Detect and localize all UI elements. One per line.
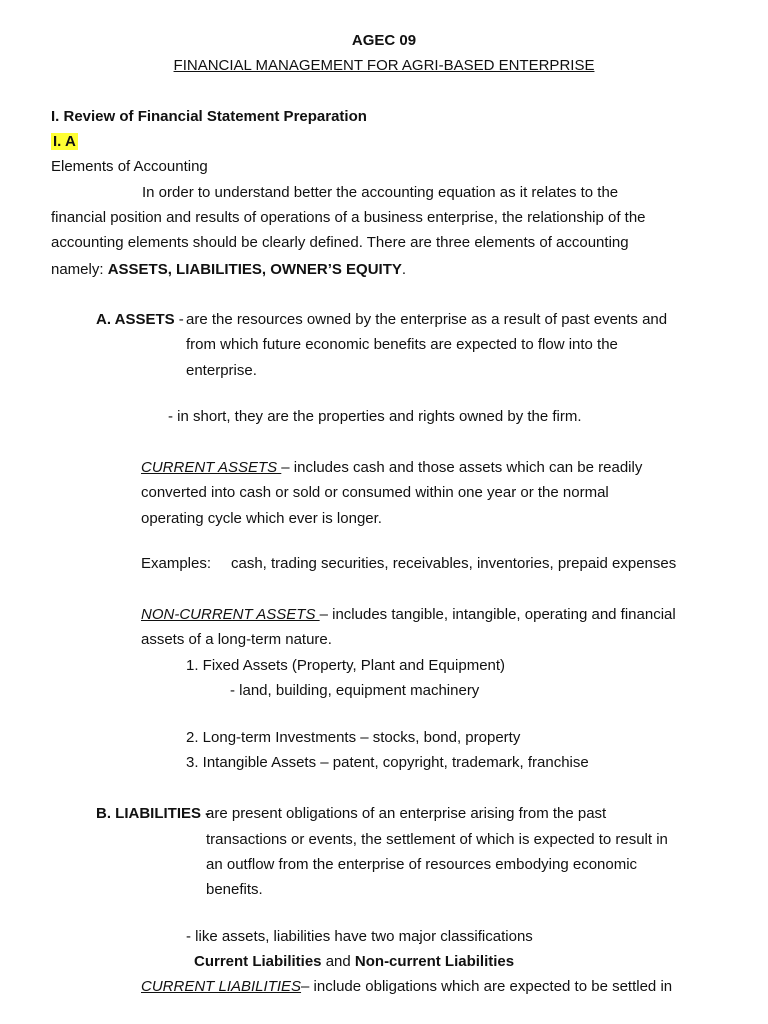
liabilities-def-3: an outflow from the enterprise of resources embodying economic xyxy=(206,856,638,873)
investments-item: 2. Long-term Investments – stocks, bond, property xyxy=(186,729,521,746)
section-tag xyxy=(51,132,78,152)
liabilities-classes xyxy=(194,952,514,972)
intro-line-4-suffix: . xyxy=(401,261,407,278)
current-assets-term: CURRENT ASSETS xyxy=(141,459,282,476)
class-conjunction: and xyxy=(321,953,355,970)
examples-list: cash, trading securities, receivables, inventories, prepaid expenses xyxy=(231,555,677,572)
liabilities-classifications: - like assets, liabilities have two major classifications xyxy=(186,928,533,945)
assets-def-1: are the resources owned by the enterprise as a result of past events and xyxy=(186,311,668,328)
assets-dash: - xyxy=(174,311,184,328)
liabilities-def-2: transactions or events, the settlement of which is expected to result in xyxy=(206,831,668,848)
intro-line-3: accounting elements should be clearly defined. There are three elements of accounting xyxy=(51,234,629,251)
fixed-assets-examples: - land, building, equipment machinery xyxy=(230,682,480,699)
intro-line-4-prefix: namely: xyxy=(51,261,108,278)
assets-short: - in short, they are the properties and rights owned by the firm. xyxy=(168,408,582,425)
noncurrent-assets-line-2: assets of a long-term nature. xyxy=(141,631,332,648)
fixed-assets-item: 1. Fixed Assets (Property, Plant and Equipment) xyxy=(186,657,506,674)
section-heading: I. Review of Financial Statement Preparation xyxy=(51,108,367,125)
current-liabilities-class: Current Liabilities xyxy=(194,953,322,970)
liabilities-def-1: are present obligations of an enterprise arising from the past xyxy=(206,805,607,822)
intro-line-2: financial position and results of operations of a business enterprise, the relationship of the xyxy=(51,209,646,226)
intro-line-1: In order to understand better the accounting equation as it relates to the xyxy=(142,184,619,201)
accounting-elements: ASSETS, LIABILITIES, OWNER’S EQUITY xyxy=(107,261,402,278)
current-assets-line-2: converted into cash or sold or consumed within one year or the normal xyxy=(141,484,609,501)
noncurrent-assets-line-1 xyxy=(141,605,676,625)
assets-def-2: from which future economic benefits are expected to flow into the xyxy=(186,336,618,353)
intangible-assets-item: 3. Intangible Assets – patent, copyright, trademark, franchise xyxy=(186,754,589,771)
liabilities-def-4: benefits. xyxy=(206,881,263,898)
highlighted-tag: I. A xyxy=(53,133,76,150)
subheading: Elements of Accounting xyxy=(51,158,208,175)
assets-def-3: enterprise. xyxy=(186,362,257,379)
liabilities-label: B. LIABILITIES - xyxy=(96,805,211,822)
current-liabilities-line-1 xyxy=(141,977,672,997)
assets-title: A. ASSETS xyxy=(96,311,175,328)
course-code: AGEC 09 xyxy=(351,32,417,49)
noncurrent-assets-def: – includes tangible, intangible, operating and financial xyxy=(319,606,676,623)
current-assets-line-3: operating cycle which ever is longer. xyxy=(141,510,382,527)
current-liabilities-term: CURRENT LIABILITIES xyxy=(141,978,302,995)
current-assets-def: – includes cash and those assets which can be readily xyxy=(281,459,643,476)
current-assets-line-1 xyxy=(141,458,642,478)
examples-label: Examples: xyxy=(141,555,212,572)
noncurrent-assets-term: NON-CURRENT ASSETS xyxy=(141,606,320,623)
current-liabilities-def: – include obligations which are expected to be settled in xyxy=(301,978,673,995)
noncurrent-liabilities-class: Non-current Liabilities xyxy=(354,953,515,970)
intro-line-4 xyxy=(51,260,406,280)
assets-label xyxy=(96,310,184,330)
course-title: FINANCIAL MANAGEMENT FOR AGRI-BASED ENTERPRISE xyxy=(173,57,595,74)
